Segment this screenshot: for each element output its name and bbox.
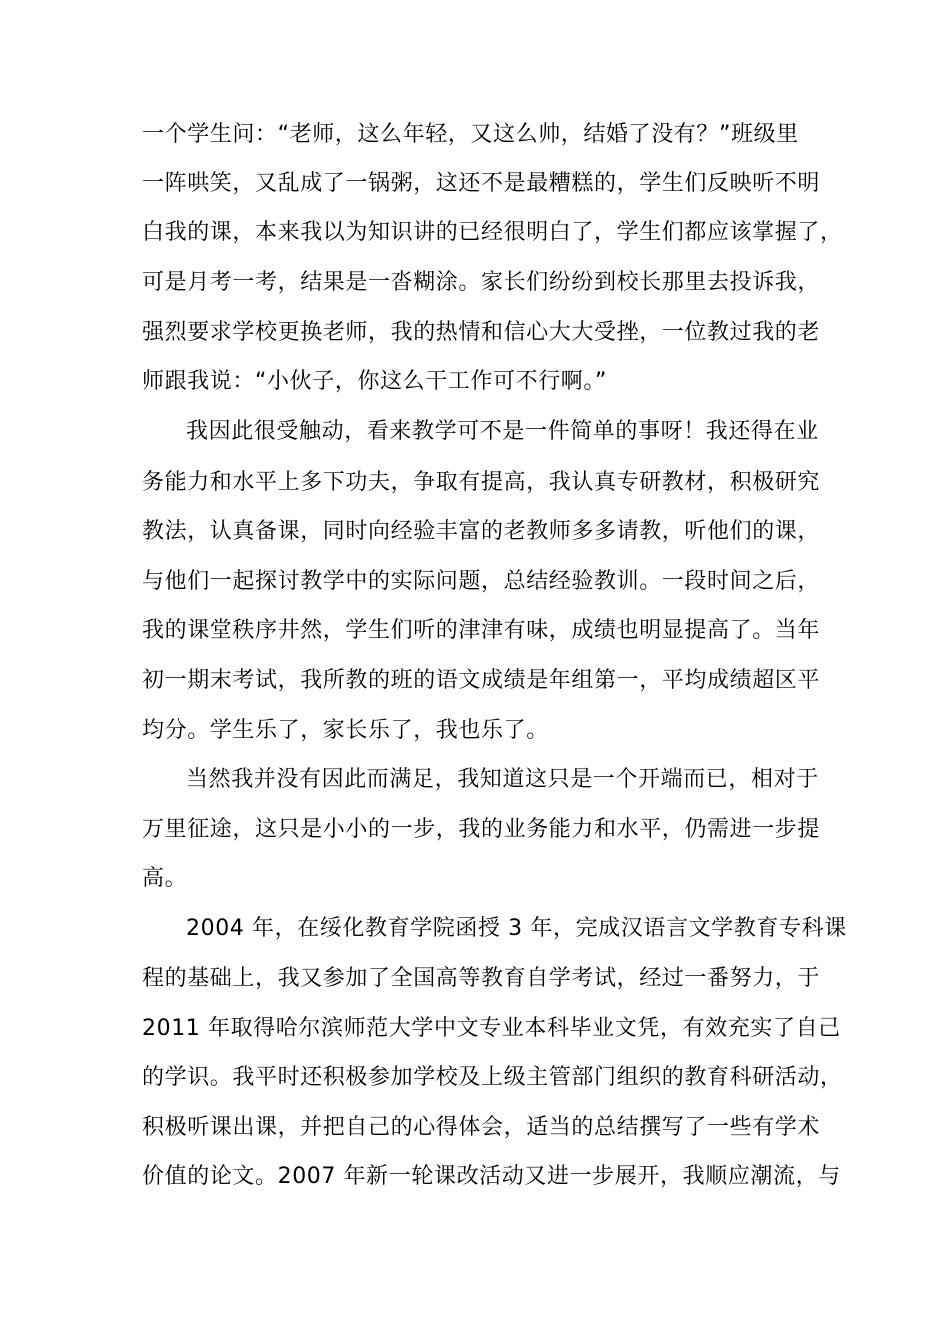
text-line: 的学识。我平时还积极参加学校及上级主管部门组织的教育科研活动， <box>142 1065 843 1090</box>
text-line: 教法，认真备课，同时向经验丰富的老教师多多请教，听他们的课， <box>142 519 821 544</box>
paragraph-first-line: 我因此很受触动，看来教学可不是一件简单的事呀！我还得在业 <box>186 419 819 444</box>
text-line: 强烈要求学校更换老师，我的热情和信心大大受挫，一位教过我的老 <box>142 320 821 345</box>
text-line: 务能力和水平上多下功夫，争取有提高，我认真专研教材，积极研究 <box>142 470 821 495</box>
text-line: 均分。学生乐了，家长乐了，我也乐了。 <box>142 718 549 743</box>
text-line: 积极听课出课，并把自己的心得体会，适当的总结撰写了一些有学术 <box>142 1115 821 1140</box>
text-line: 初一期末考试，我所教的班的语文成绩是年组第一，平均成绩超区平 <box>142 668 821 693</box>
paragraph-first-line: 2004 年，在绥化教育学院函授 3 年，完成汉语言文学教育专科课 <box>186 916 847 941</box>
paragraph-first-line: 当然我并没有因此而满足，我知道这只是一个开端而已，相对于 <box>186 767 819 792</box>
text-line: 高。 <box>142 866 188 891</box>
text-line: 一个学生问：“老师，这么年轻，又这么帅，结婚了没有？”班级里 <box>142 122 799 147</box>
text-line: 与他们一起探讨教学中的实际问题，总结经验教训。一段时间之后， <box>142 569 821 594</box>
text-line: 一阵哄笑，又乱成了一锅粥，这还不是最糟糕的，学生们反映听不明 <box>142 171 821 196</box>
text-line: 白我的课，本来我以为知识讲的已经很明白了，学生们都应该掌握了， <box>142 220 843 245</box>
text-line: 我的课堂秩序井然，学生们听的津津有味，成绩也明显提高了。当年 <box>142 618 821 643</box>
text-line: 程的基础上，我又参加了全国高等教育自学考试，经过一番努力，于 <box>142 966 821 991</box>
text-line: 万里征途，这只是小小的一步，我的业务能力和水平，仍需进一步提 <box>142 817 821 842</box>
text-line: 价值的论文。2007 年新一轮课改活动又进一步展开，我顺应潮流，与 <box>142 1164 841 1189</box>
text-line: 2011 年取得哈尔滨师范大学中文专业本科毕业文凭，有效充实了自己 <box>142 1016 841 1041</box>
text-line: 可是月考一考，结果是一沓糊涂。家长们纷纷到校长那里去投诉我， <box>142 270 821 295</box>
text-line: 师跟我说：“小伙子，你这么干工作可不行啊。” <box>142 369 607 394</box>
